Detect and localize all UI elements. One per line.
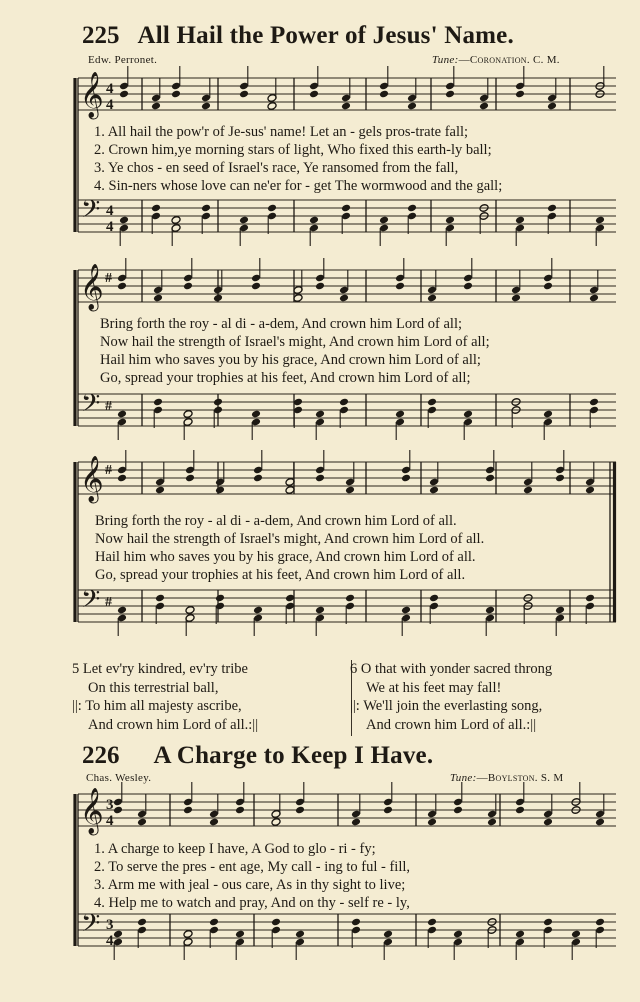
lyric-line: Go, spread your trophies at his feet, And crown him Lord of all; (100, 370, 471, 386)
note-head (487, 818, 497, 827)
treble-clef-icon: 𝄞 (80, 788, 104, 834)
note-head (429, 486, 439, 495)
stanza-6 (350, 660, 552, 734)
note-head (271, 818, 281, 827)
stanza-line: ||: To him all majesty ascribe, (72, 698, 242, 714)
note-head (117, 606, 127, 615)
note-head (185, 606, 195, 615)
stanza-line: And crown him Lord of all.:|| (366, 716, 537, 733)
time-signature-bottom: 4 (106, 813, 114, 829)
stanza-line: We at his feet may fall! (366, 679, 502, 696)
note-head (429, 594, 439, 603)
stanza-line: ||: We'll join the everlasting song, (350, 698, 543, 714)
lyric-line: Now hail the strength of Israel's might, And crown him Lord of all. (95, 531, 485, 547)
note-head (235, 930, 245, 939)
note-head (209, 818, 219, 827)
hymn-number: 226 (82, 742, 120, 769)
time-signature-bottom: 4 (106, 219, 114, 235)
hymn-author: Edw. Perronet. (88, 54, 158, 66)
note-head (209, 918, 219, 927)
lyric-line: Bring forth the roy - al di - a-dem, And crown him Lord of all; (100, 316, 463, 332)
lyric-line: Hail him who saves you by his grace, And crown him Lord of all. (95, 549, 476, 565)
time-signature-top: 3 (106, 917, 114, 933)
time-signature-bottom: 4 (106, 933, 114, 949)
note-head (515, 806, 525, 815)
note-head (117, 474, 127, 483)
lyric-line: 4. Help me to watch and pray, And on thy - self re - ly, (94, 895, 410, 911)
note-head (183, 410, 193, 419)
treble-clef-icon: 𝄞 (80, 456, 104, 502)
note-head (427, 294, 437, 303)
lyric-line: Bring forth the roy - al di - a-dem, And crown him Lord of all. (95, 513, 457, 529)
hymn-number: 225 (82, 22, 120, 49)
note-head (555, 474, 565, 483)
note-head (339, 294, 349, 303)
tune-label: Tune: (432, 54, 459, 66)
hymn-title: A Charge to Keep I Have. (153, 742, 434, 769)
note-head (137, 918, 147, 927)
sharp-sign: # (105, 399, 112, 414)
note-head (183, 930, 193, 939)
note-head (117, 282, 127, 291)
note-head (153, 398, 163, 407)
lyric-line: 1. A charge to keep I have, A God to glo - ri - fy; (94, 841, 376, 857)
note-head (185, 474, 195, 483)
note-head (401, 606, 411, 615)
note-head (543, 918, 553, 927)
note-head (379, 216, 389, 225)
note-head (515, 930, 525, 939)
note-head (383, 930, 393, 939)
note-head (585, 486, 595, 495)
lyric-line: 1. All hail the pow'r of Je-sus' name! Let an - gels pros-trate fall; (94, 124, 469, 140)
note-head (595, 818, 605, 827)
bass-staff (78, 914, 616, 946)
note-head (295, 806, 305, 815)
stanza-line: 6 O that with yonder sacred throng (350, 661, 553, 677)
note-head (407, 204, 417, 213)
note-head (589, 398, 599, 407)
note-head (571, 930, 581, 939)
note-head (445, 216, 455, 225)
note-head (345, 486, 355, 495)
hymn-title: All Hail the Power of Jesus' Name. (137, 22, 514, 49)
stanza-line: On this terrestrial ball, (88, 679, 219, 696)
hymn-tune (450, 772, 564, 784)
note-head (267, 204, 277, 213)
note-head (309, 216, 319, 225)
note-head (515, 216, 525, 225)
stanza-line: And crown him Lord of all.:|| (88, 716, 259, 733)
lyric-line: 2. Crown him,ye morning stars of light, Who fixed this earth-ly ball; (94, 142, 492, 158)
note-head (383, 806, 393, 815)
note-head (427, 398, 437, 407)
note-head (315, 606, 325, 615)
note-head (151, 204, 161, 213)
sharp-sign: # (105, 271, 112, 286)
note-head (401, 474, 411, 483)
lyric-line: Go, spread your trophies at his feet, And crown him Lord of all. (95, 567, 466, 583)
note-head (251, 282, 261, 291)
note-head (315, 282, 325, 291)
tune-name: —Coronation. C. M. (458, 54, 560, 66)
note-head (485, 474, 495, 483)
note-head (171, 216, 181, 225)
time-signature-top: 4 (106, 81, 114, 97)
note-head (153, 294, 163, 303)
note-head (215, 594, 225, 603)
bass-clef-icon: 𝄢 (81, 585, 101, 620)
note-head (547, 204, 557, 213)
bass-clef-icon: 𝄢 (81, 389, 101, 424)
sharp-sign: # (105, 595, 112, 610)
sharp-sign: # (105, 463, 112, 478)
note-head (235, 806, 245, 815)
note-head (395, 282, 405, 291)
hymn-226-heading (82, 742, 562, 770)
note-head (253, 474, 263, 483)
note-head (511, 294, 521, 303)
treble-clef-icon: 𝄞 (80, 264, 104, 310)
note-head (523, 486, 533, 495)
bass-clef-icon: 𝄢 (81, 909, 101, 944)
time-signature-top: 3 (106, 797, 114, 813)
note-head (395, 410, 405, 419)
note-head (453, 930, 463, 939)
note-head (555, 606, 565, 615)
note-head (351, 818, 361, 827)
note-head (345, 594, 355, 603)
treble-staff (78, 794, 616, 826)
note-head (595, 918, 605, 927)
note-head (543, 410, 553, 419)
note-head (315, 474, 325, 483)
note-head (117, 410, 127, 419)
note-head (253, 606, 263, 615)
hymn-author: Chas. Wesley. (86, 772, 152, 784)
note-head (137, 818, 147, 827)
note-head (183, 806, 193, 815)
note-head (251, 410, 261, 419)
note-head (155, 594, 165, 603)
note-head (351, 918, 361, 927)
note-head (463, 282, 473, 291)
note-head (183, 282, 193, 291)
note-head (585, 594, 595, 603)
note-head (215, 486, 225, 495)
bass-clef-icon: 𝄢 (81, 195, 101, 230)
system-4-lyrics (94, 840, 410, 912)
note-head (543, 818, 553, 827)
treble-clef-icon: 𝄞 (80, 72, 104, 118)
note-head (543, 282, 553, 291)
lyric-line: 3. Ye chos - en seed of Israel's race, Ye ransomed from the fall, (94, 160, 459, 176)
note-head (271, 918, 281, 927)
note-head (339, 398, 349, 407)
stanza-5 (72, 660, 258, 734)
note-head (113, 806, 123, 815)
note-head (119, 216, 129, 225)
time-signature-top: 4 (106, 203, 114, 219)
note-head (589, 294, 599, 303)
note-head (201, 204, 211, 213)
note-head (485, 606, 495, 615)
note-head (427, 918, 437, 927)
note-head (295, 930, 305, 939)
lyric-line: 3. Arm me with jeal - ous care, As in thy sight to live; (94, 877, 406, 893)
lyric-line: 4. Sin-ners whose love can ne'er for - get The wormwood and the gall; (94, 178, 503, 194)
note-head (113, 930, 123, 939)
note-head (155, 486, 165, 495)
note-head (463, 410, 473, 419)
note-head (453, 806, 463, 815)
time-signature-bottom: 4 (106, 97, 114, 113)
note-head (315, 410, 325, 419)
lyric-line: 2. To serve the pres - ent age, My call - ing to ful - fill, (94, 859, 411, 875)
note-head (427, 818, 437, 827)
note-head (213, 294, 223, 303)
system-2-lyrics (100, 315, 490, 387)
note-head (239, 216, 249, 225)
tune-label: Tune: (450, 772, 477, 784)
note-head (213, 398, 223, 407)
note-head (595, 216, 605, 225)
system-3-lyrics (95, 512, 484, 584)
tune-name: —Boylston. S. M (476, 772, 564, 784)
lyric-line: Now hail the strength of Israel's might, And crown him Lord of all; (100, 334, 490, 350)
note-head (341, 204, 351, 213)
stanza-line: 5 Let ev'ry kindred, ev'ry tribe (72, 661, 248, 677)
lyric-line: Hail him who saves you by his grace, And crown him Lord of all; (100, 352, 481, 368)
